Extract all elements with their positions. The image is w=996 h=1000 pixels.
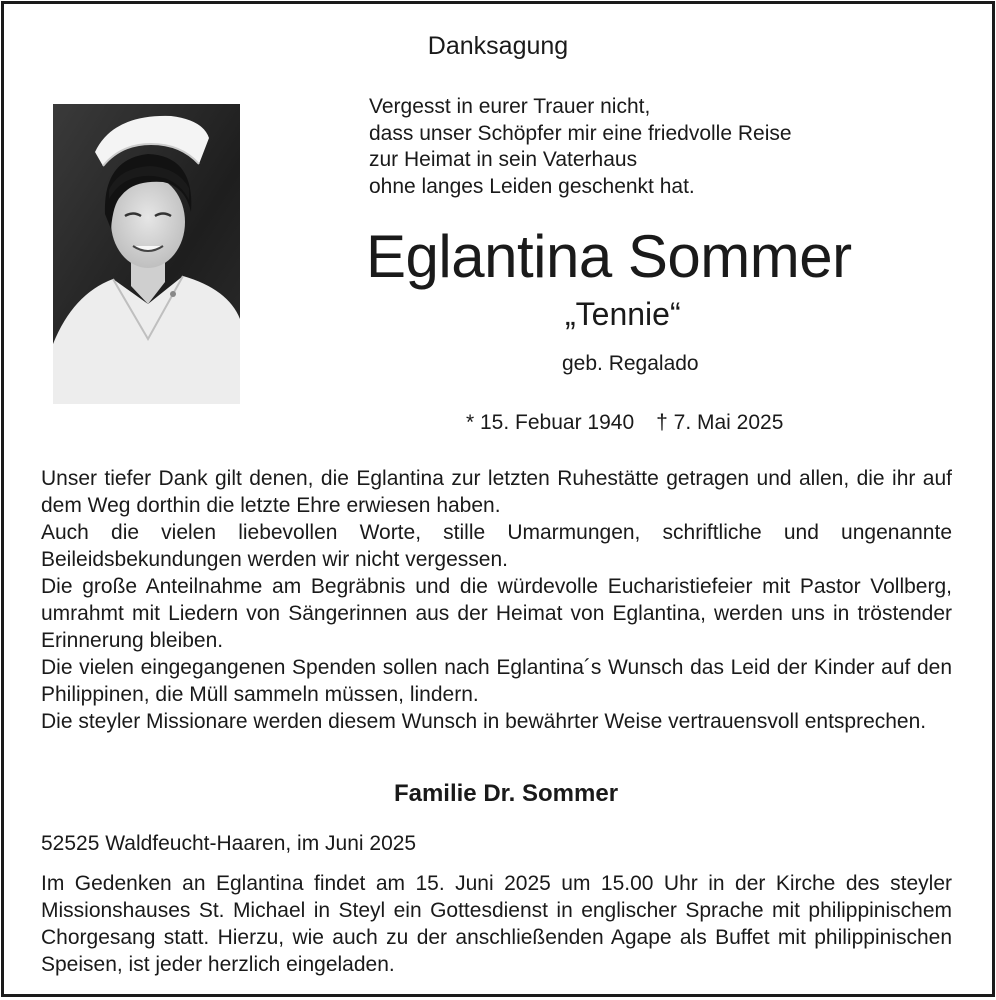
birth-name: geb. Regalado <box>562 352 699 375</box>
poem-line: dass unser Schöpfer mir eine friedvolle Reise <box>369 121 792 145</box>
thanks-text <box>41 465 952 735</box>
thanks-paragraph: Die große Anteilnahme am Begräbnis und die würdevolle Eucharistiefeier mit Pastor Vollberg, umrahmt mit Liedern von Sängerinnen aus der Heimat von Eglantina, werden uns in tröstender Erinnerung bleiben. <box>41 575 952 652</box>
notice-heading: Danksagung <box>427 32 569 60</box>
memorial-service-text: Im Gedenken an Eglantina findet am 15. Juni 2025 um 15.00 Uhr in der Kirche des steyler Missionshauses St. Michael in Steyl ein Gottesdienst in englischer Sprache mit philippinischem Chorgesang statt. Hierzu, wie auch zu der anschließenden Agape als Buffet mit philippinischen Speisen, ist jeder herzlich eingeladen. <box>41 872 952 976</box>
life-dates <box>466 411 783 435</box>
birth-date: * 15. Febuar 1940 <box>466 411 635 434</box>
thanks-paragraph: Auch die vielen liebevollen Worte, stille Umarmungen, schriftliche und ungenannte Beileidsbekundungen werden wir nicht vergessen. <box>41 521 952 571</box>
poem-line: zur Heimat in sein Vaterhaus <box>369 148 638 171</box>
thanks-paragraph: Die steyler Missionare werden diesem Wunsch in bewährter Weise vertrauensvoll entsprechen. <box>41 710 927 733</box>
deceased-nickname: „Tennie“ <box>565 296 681 332</box>
poem-verse <box>369 94 792 200</box>
poem-line: ohne langes Leiden geschenkt hat. <box>369 174 695 198</box>
family-signature: Familie Dr. Sommer <box>393 780 619 807</box>
thanks-paragraph: Unser tiefer Dank gilt denen, die Eglantina zur letzten Ruhestätte getragen und allen, die ihr auf dem Weg dorthin die letzte Ehre erwiesen haben. <box>41 467 952 517</box>
thanks-paragraph: Die vielen eingegangenen Spenden sollen nach Eglantina´s Wunsch das Leid der Kinder auf den Philippinen, die Müll sammeln müssen, lindern. <box>41 656 952 706</box>
deceased-name: Eglantina Sommer <box>366 223 852 290</box>
death-date: † 7. Mai 2025 <box>656 411 784 434</box>
portrait-icon <box>53 104 240 404</box>
place-and-date: 52525 Waldfeucht-Haaren, im Juni 2025 <box>41 832 417 855</box>
poem-line: Vergesst in eurer Trauer nicht, <box>369 95 651 118</box>
portrait-photo <box>53 104 240 404</box>
